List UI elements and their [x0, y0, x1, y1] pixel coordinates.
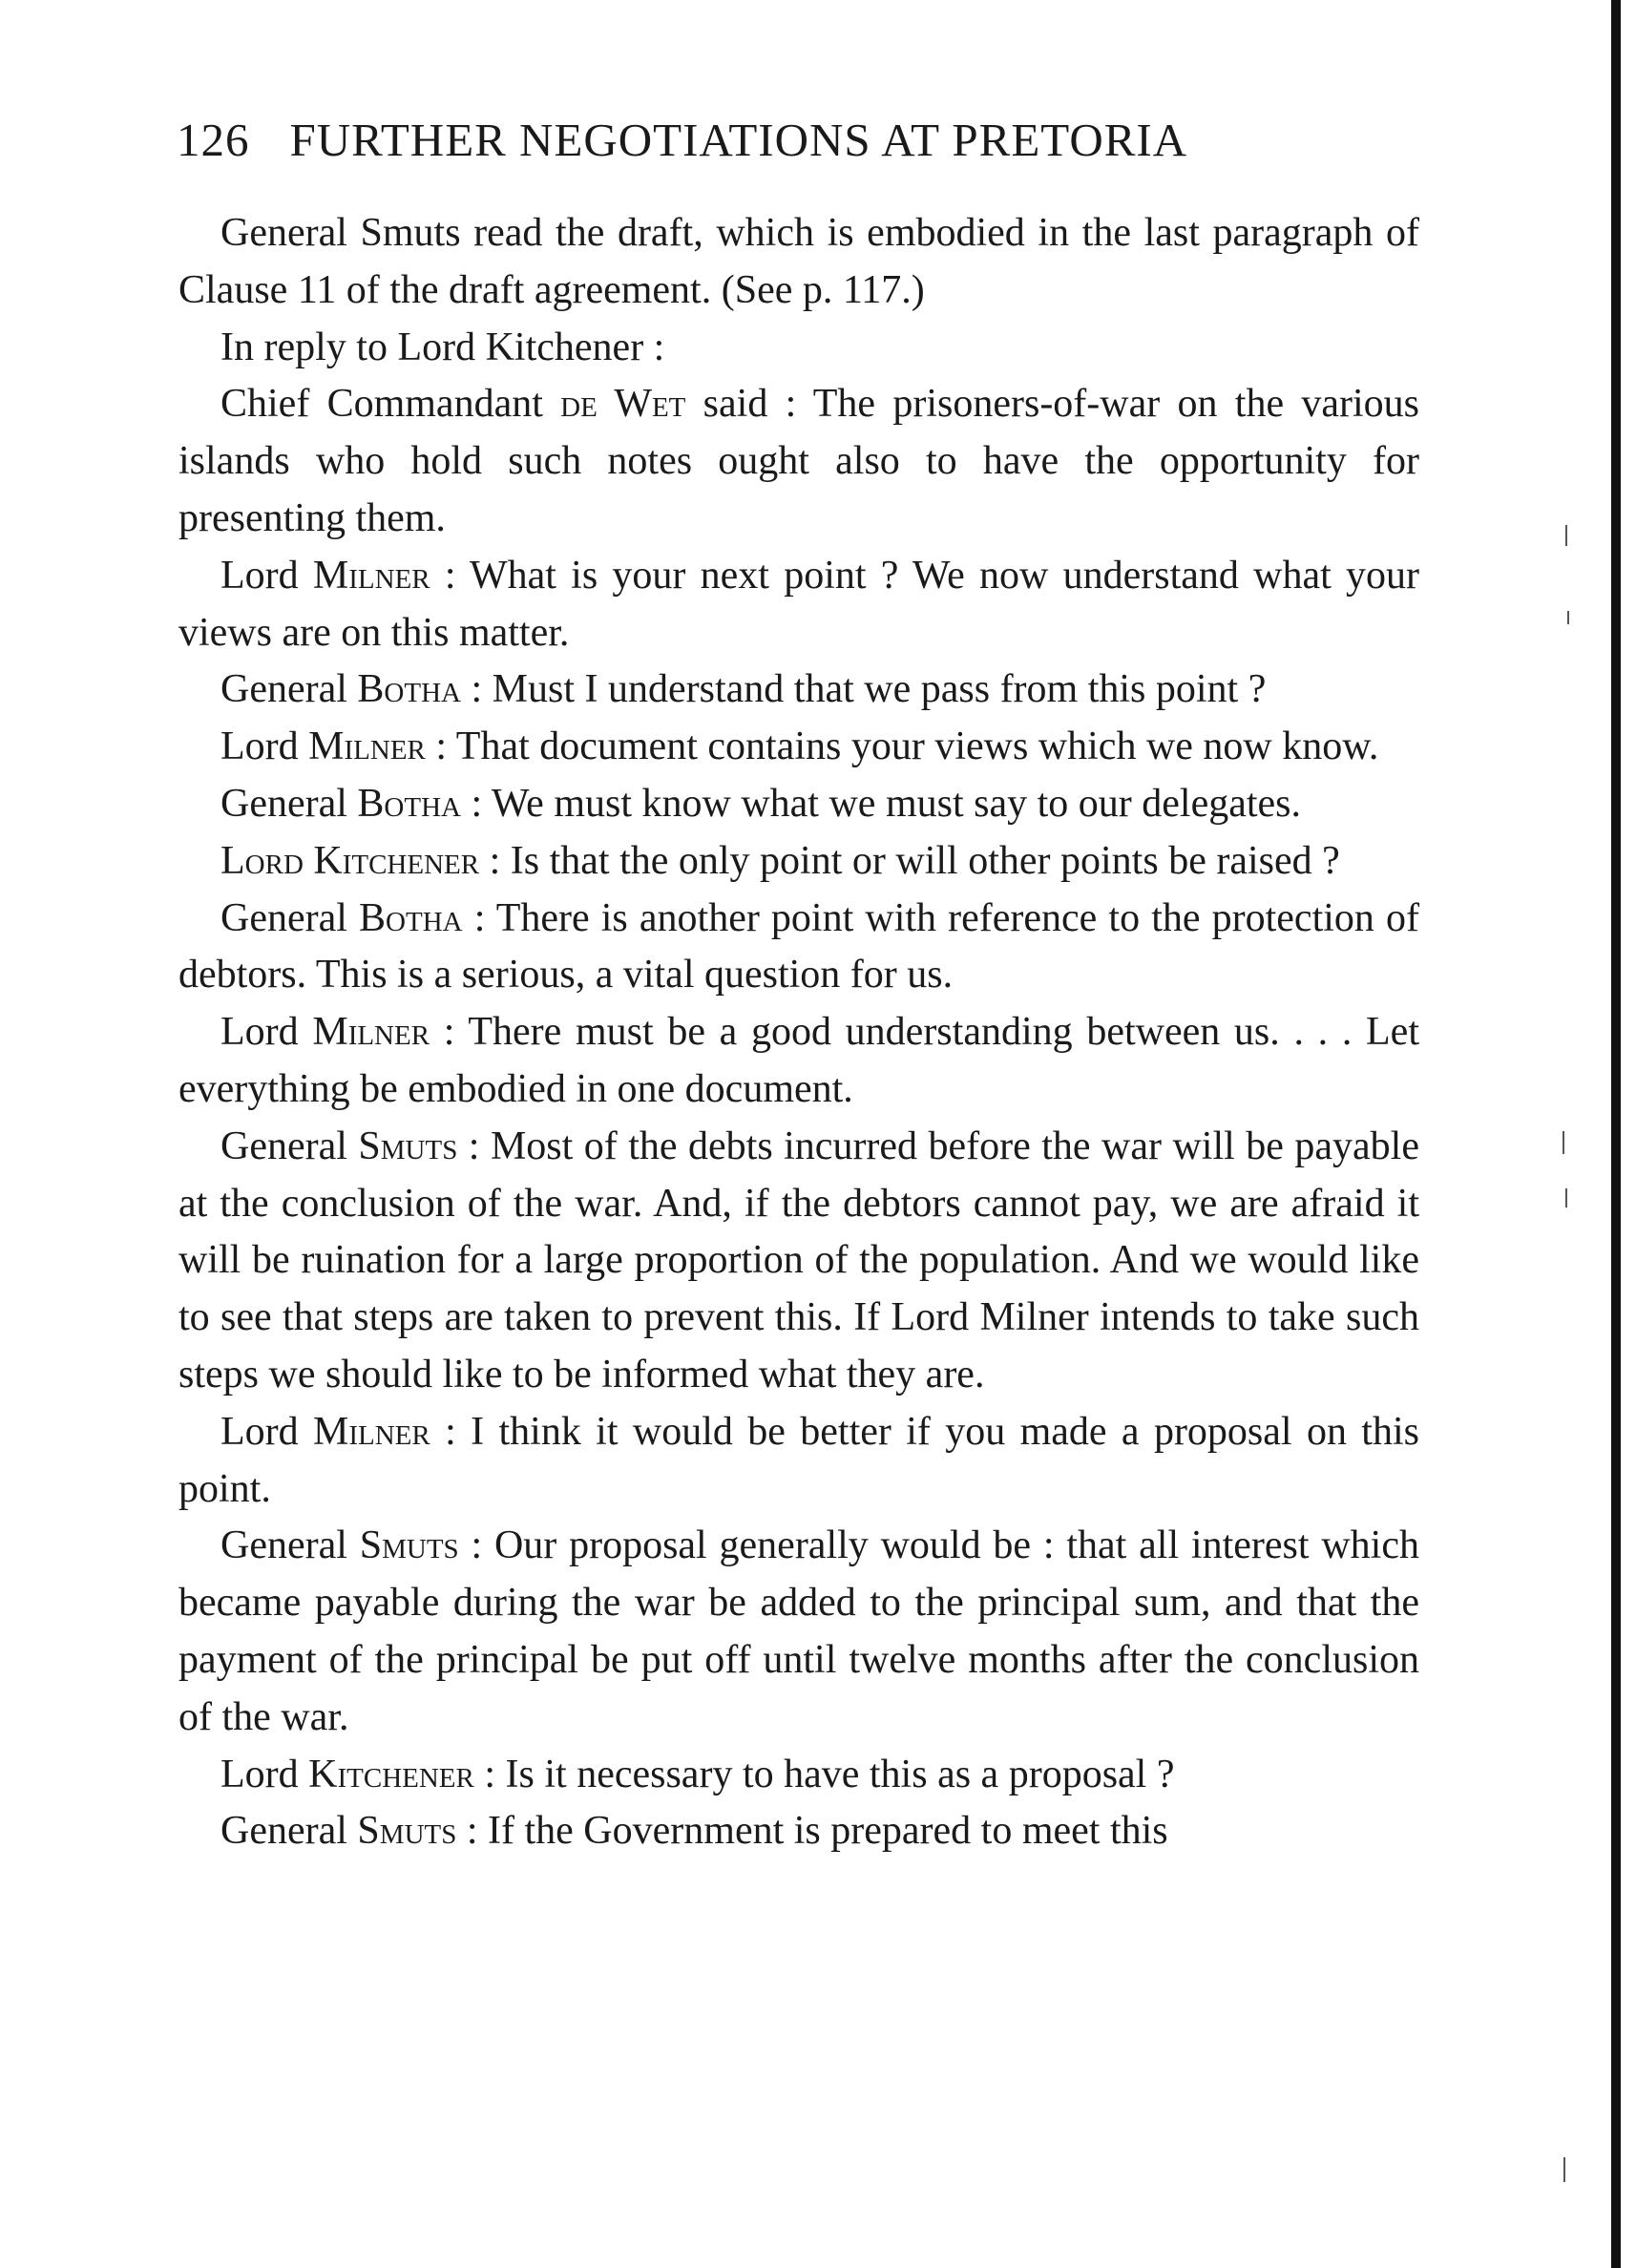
paragraph [178, 1803, 1419, 1860]
paragraph-text: : There is another point with reference to the protection of debtors. This is a serious, a vital question for us. [178, 895, 1419, 998]
paragraph [178, 320, 1419, 377]
speaker-name: Smuts [357, 1809, 457, 1854]
paragraph-text: : We must know what we must say to our delegates. [460, 781, 1302, 826]
page-number: 126 [177, 114, 250, 166]
paragraph [178, 548, 1419, 662]
speaker-name: Smuts [359, 1523, 459, 1568]
paragraph-text: General [220, 1523, 360, 1568]
paragraph-text: Lord [220, 553, 313, 598]
paragraph-text: : Is that the only point or will other points be raised ? [479, 838, 1340, 883]
paragraph-text: General [220, 895, 360, 940]
paragraph [178, 891, 1419, 1005]
paragraph-text: said : The prisoners-of-war on the various islands who hold such notes ought also to have the opportunity for presenting them. [178, 382, 1419, 540]
paragraph-text: : Must I understand that we pass from this point ? [460, 667, 1267, 712]
speaker-name: Botha [357, 781, 461, 826]
speaker-name: Lord Kitchener [220, 838, 480, 883]
paragraph-text: : If the Government is prepared to meet this [456, 1809, 1168, 1854]
scan-speck [1565, 1188, 1567, 1208]
paragraph [178, 205, 1419, 320]
speaker-name: Kitchener [308, 1752, 474, 1796]
scan-speck [1565, 525, 1567, 546]
paragraph [178, 1119, 1419, 1404]
paragraph-text: General Smuts read the draft, which is embodied in the last paragraph of Clause 11 of the draft agreement. (See p. 117.) [178, 211, 1419, 312]
paragraph-text: General [220, 667, 358, 712]
paragraph [178, 1004, 1419, 1119]
paragraph-text: Lord [220, 724, 309, 769]
paragraph-text: In reply to Lord Kitchener : [220, 325, 665, 369]
scan-speck [1563, 2157, 1565, 2182]
paragraph [178, 662, 1419, 719]
paragraph-text: General [220, 1809, 358, 1854]
paragraph-text: : Most of the debts incurred before the war will be payable at the conclusion of the war. And, if the debtors cannot pay, we are afraid it will be ruination for a large proportion of the population. And we would like to see that steps are taken to prevent this. If Lord Milner intends to take such steps we should like to be informed what they are. [178, 1124, 1419, 1396]
paragraph [178, 1404, 1419, 1519]
paragraph-text: : What is your next point ? We now understand what your views are on this matter. [178, 553, 1419, 655]
scan-speck [1567, 611, 1569, 624]
scan-speck [1563, 1131, 1564, 1154]
paragraph-text: Chief Commandant [220, 382, 561, 427]
paragraph-text: : Is it necessary to have this as a proposal ? [473, 1752, 1175, 1796]
paragraph-text: Lord [220, 1010, 313, 1055]
paragraph-text: General [220, 1124, 359, 1168]
speaker-name: Milner [313, 1409, 430, 1454]
paragraph [178, 776, 1419, 833]
paragraph [178, 833, 1419, 891]
page-edge-shadow [1611, 0, 1621, 2268]
paragraph-text: Lord [220, 1409, 314, 1454]
paragraph-text: : Our proposal generally would be : that all interest which became payable during the war be added to the principal sum, and that the payment of the principal be put off until twelve months after the conclusion of the war. [178, 1523, 1419, 1739]
body-text [178, 205, 1419, 1860]
speaker-name: Milner [308, 724, 426, 769]
running-head [177, 113, 1417, 167]
paragraph [178, 719, 1419, 776]
paragraph [178, 376, 1419, 547]
speaker-name: de Wet [560, 382, 686, 427]
speaker-name: Smuts [358, 1124, 458, 1168]
paragraph-text: : That document contains your views which we now know. [425, 724, 1379, 769]
paragraph-text: : There must be a good understanding between us. . . . Let everything be embodied in one document. [178, 1010, 1419, 1111]
speaker-name: Milner [312, 553, 430, 598]
paragraph-text: Lord [220, 1752, 309, 1796]
page-title: FURTHER NEGOTIATIONS AT PRETORIA [289, 114, 1188, 166]
speaker-name: Milner [312, 1010, 430, 1055]
paragraph [178, 1518, 1419, 1746]
paragraph-text: : I think it would be better if you made a proposal on this point. [178, 1409, 1419, 1511]
paragraph [178, 1747, 1419, 1804]
paragraph-text: General [220, 781, 358, 826]
speaker-name: Botha [359, 895, 463, 940]
speaker-name: Botha [357, 667, 461, 712]
